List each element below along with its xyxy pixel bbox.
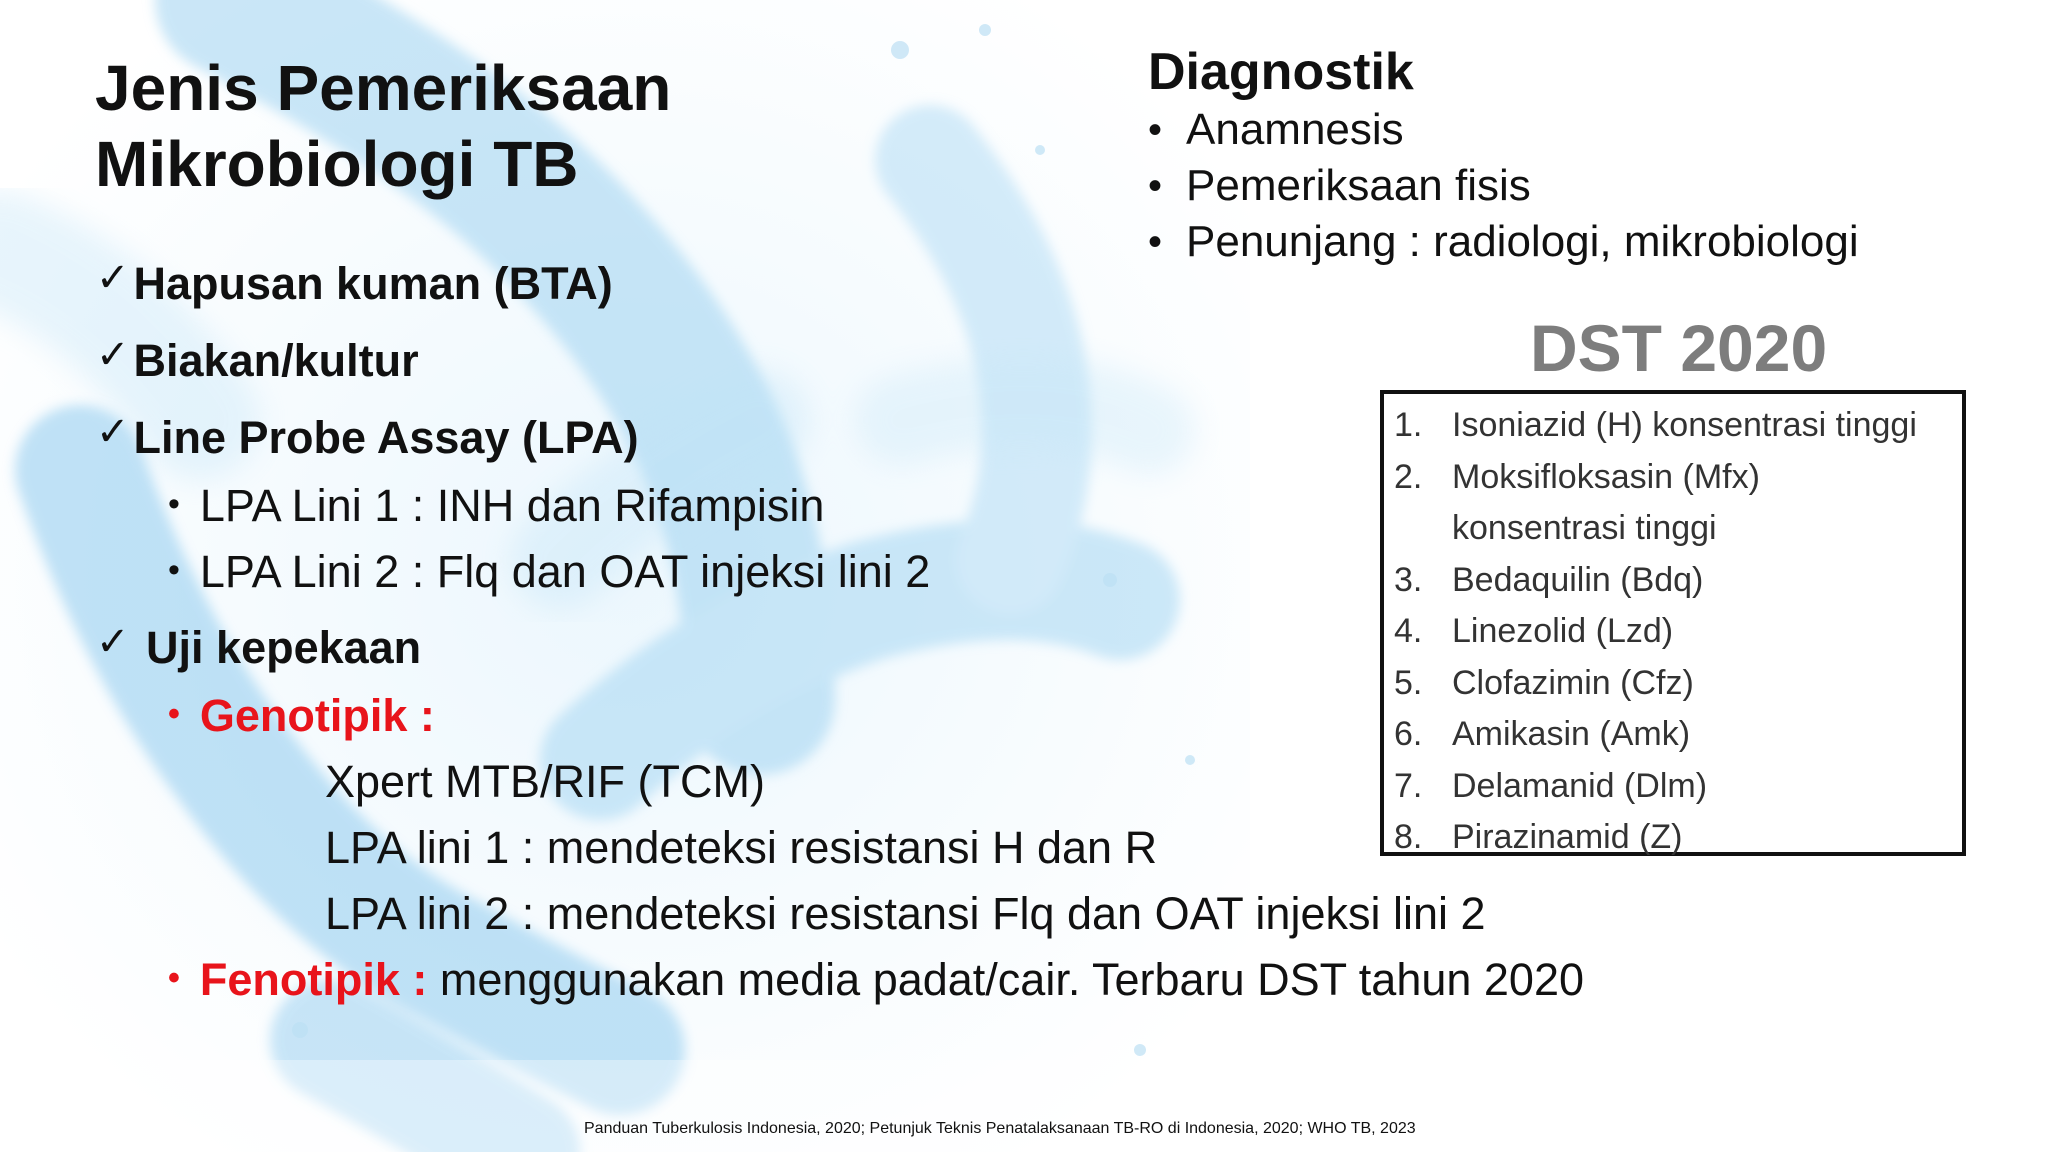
genotipik-line: Xpert MTB/RIF (TCM) — [325, 756, 765, 807]
dst-row — [1394, 761, 1962, 813]
checklist-item-label: Hapusan kuman (BTA) — [133, 258, 613, 309]
dst-row-text: Clofazimin (Cfz) — [1452, 663, 1694, 702]
genotipik-label: Genotipik : — [199, 690, 435, 741]
checklist-item-uji-kepekaan — [96, 619, 422, 674]
dst-row-text: Linezolid (Lzd) — [1452, 612, 1674, 651]
dst-row-text: Bedaquilin (Bdq) — [1452, 560, 1704, 599]
dst-row-number: 1. — [1394, 406, 1423, 445]
genotipik-line: LPA lini 1 : mendeteksi resistansi H dan R — [325, 822, 1158, 873]
dst-row-number: 2. — [1394, 457, 1423, 496]
genotipik-item — [168, 690, 435, 742]
dst-row-text: Delamanid (Dlm) — [1452, 766, 1708, 805]
checklist-item-label: Biakan/kultur — [133, 335, 419, 386]
check-icon: ✓ — [96, 255, 130, 301]
dst-row-number: 6. — [1394, 715, 1423, 754]
dst-row-text: Amikasin (Amk) — [1452, 715, 1691, 754]
dst-title: DST 2020 — [1530, 311, 1828, 385]
dst-row — [1394, 555, 1962, 607]
slide-title-line-2: Mikrobiologi TB — [95, 128, 579, 200]
dst-row-text: konsentrasi tinggi — [1452, 509, 1717, 548]
check-icon: ✓ — [96, 332, 130, 378]
dst-row-number: 7. — [1394, 766, 1423, 805]
dst-row-text: Pirazinamid (Z) — [1452, 818, 1683, 857]
lpa-sub-item-1 — [168, 480, 824, 532]
slide-title — [95, 50, 671, 202]
dst-row — [1394, 400, 1962, 452]
check-icon: ✓ — [96, 409, 130, 455]
dst-row — [1394, 452, 1962, 504]
dst-row-number: 4. — [1394, 612, 1423, 651]
dst-row — [1394, 503, 1962, 555]
fenotipik-label: Fenotipik : — [199, 954, 428, 1005]
genotipik-line: LPA lini 2 : mendeteksi resistansi Flq dan OAT injeksi lini 2 — [325, 888, 1486, 939]
checklist-item-lpa — [96, 409, 639, 464]
dst-row — [1394, 606, 1962, 658]
bullet-icon: • — [168, 551, 180, 589]
lpa-sub-item-label: LPA Lini 2 : Flq dan OAT injeksi lini 2 — [199, 546, 931, 597]
check-icon: ✓ — [96, 619, 130, 665]
dst-row — [1394, 812, 1962, 864]
dst-row-number: 5. — [1394, 663, 1423, 702]
checklist-item-kultur — [96, 332, 419, 387]
bullet-icon: • — [168, 695, 180, 733]
dst-row-text: Moksifloksasin (Mfx) — [1452, 457, 1760, 496]
checklist-item-label: Uji kepekaan — [146, 622, 422, 673]
dst-row — [1394, 709, 1962, 761]
fenotipik-item — [168, 954, 1584, 1006]
diagnostik-item: • Anamnesis — [1148, 102, 1859, 158]
dst-row — [1394, 658, 1962, 710]
diagnostik-item: • Pemeriksaan fisis — [1148, 158, 1859, 214]
diagnostik-item: • Penunjang : radiologi, mikrobiologi — [1148, 214, 1859, 270]
dst-row-number: 3. — [1394, 560, 1423, 599]
bullet-icon: • — [168, 485, 180, 523]
footer-references: Panduan Tuberkulosis Indonesia, 2020; Petunjuk Teknis Penatalaksanaan TB-RO di Indonesia, 2020; WHO TB, 2023 — [584, 1120, 1416, 1137]
diagnostik-heading: Diagnostik — [1148, 43, 1414, 101]
diagnostik-list — [1148, 102, 1859, 270]
dst-drug-list-box — [1380, 390, 1966, 856]
checklist-item-bta — [96, 255, 613, 310]
dst-row-text: Isoniazid (H) konsentrasi tinggi — [1452, 406, 1917, 445]
dst-row-number: 8. — [1394, 818, 1423, 857]
fenotipik-text: menggunakan media padat/cair. Terbaru DST tahun 2020 — [427, 954, 1585, 1005]
lpa-sub-item-label: LPA Lini 1 : INH dan Rifampisin — [199, 480, 825, 531]
checklist-item-label: Line Probe Assay (LPA) — [133, 412, 639, 463]
slide-title-line-1: Jenis Pemeriksaan — [95, 52, 672, 124]
lpa-sub-item-2 — [168, 546, 930, 598]
bullet-icon: • — [168, 959, 180, 997]
